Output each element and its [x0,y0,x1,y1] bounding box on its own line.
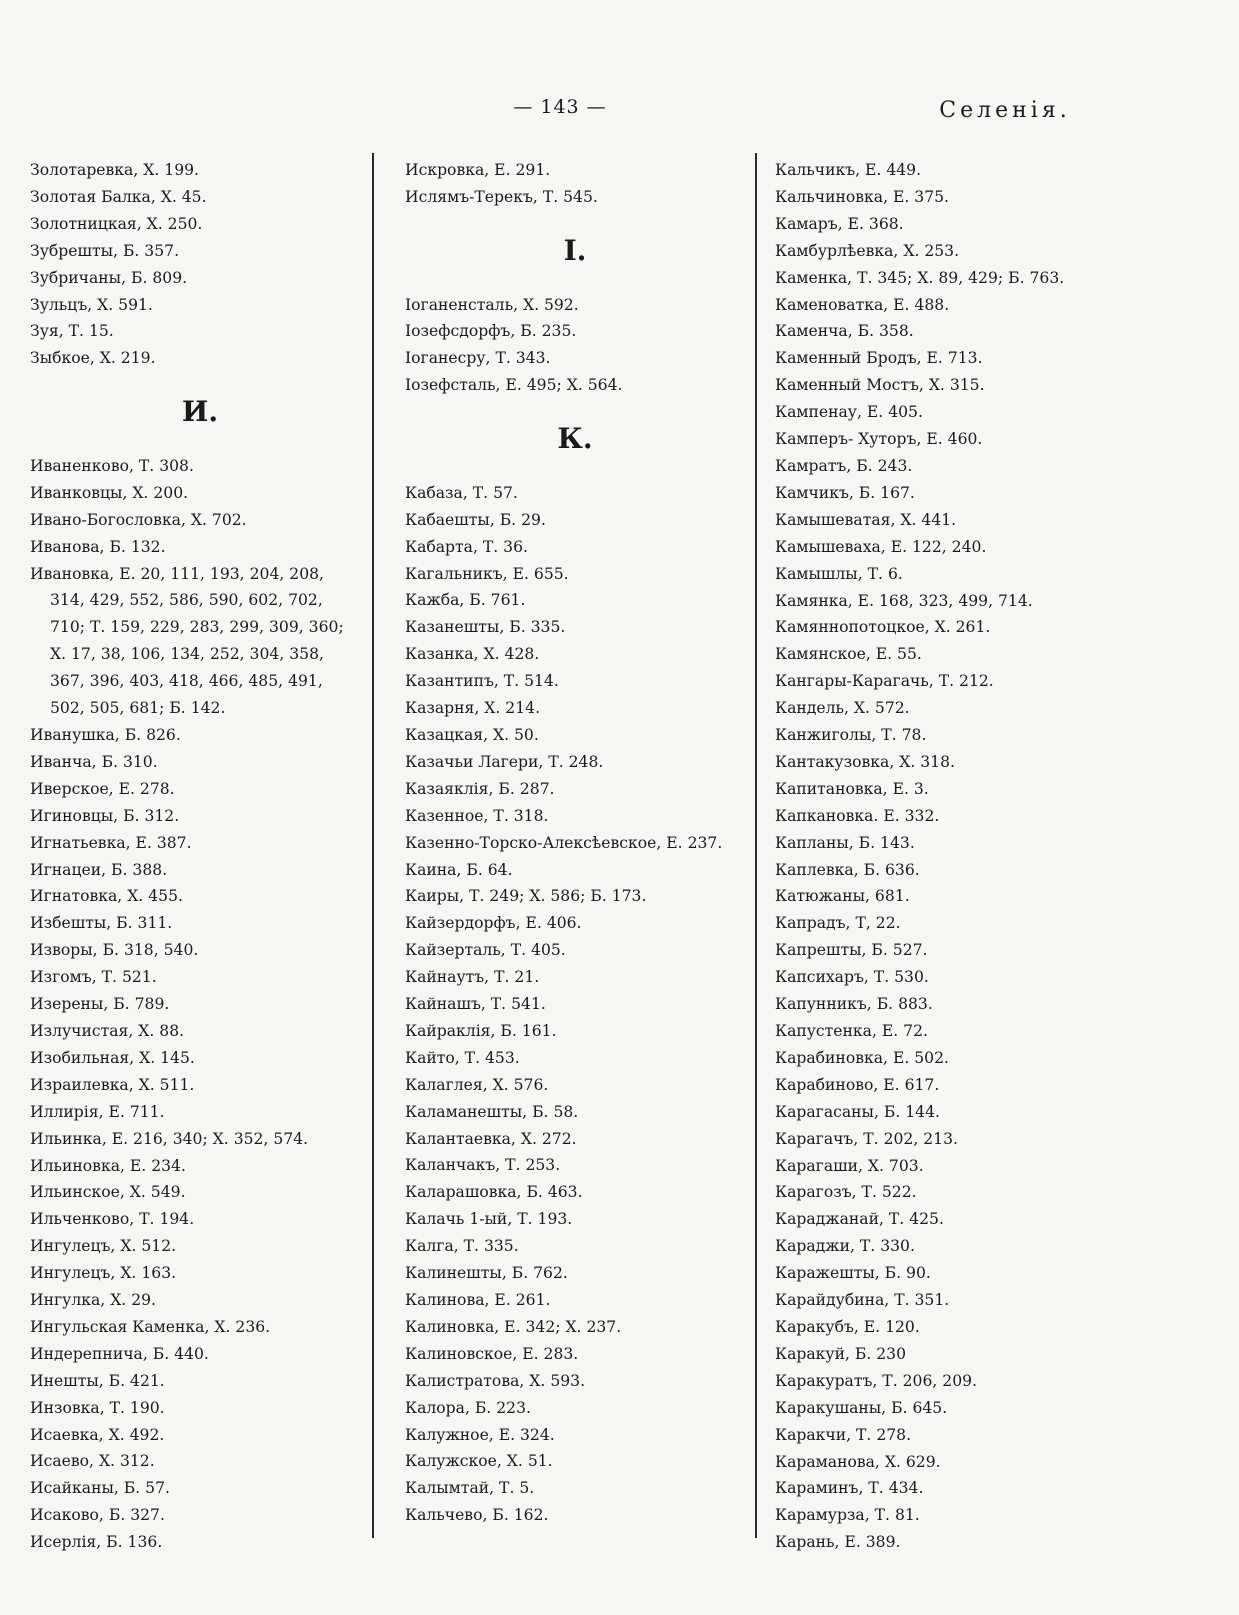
index-entry: Камышлы, Т. 6. [775,564,903,583]
index-entry: Кальчиновка, Е. 375. [775,187,949,206]
index-entry: Карайдубина, Т. 351. [775,1291,950,1310]
index-entry: Караджанай, Т. 425. [775,1210,944,1229]
index-entry: Казарня, Х. 214. [405,699,541,718]
index-entry: Калиновка, Е. 342; Х. 237. [405,1317,622,1336]
section-title: Селенія. [939,98,1071,123]
index-entry: Ильинское, Х. 549. [30,1183,186,1202]
index-entry: Ильинка, Е. 216, 340; Х. 352, 574. [30,1129,309,1148]
index-entry: Казачьи Лагери, Т. 248. [405,752,604,771]
index-entry: Кайзерталь, Т. 405. [405,941,566,960]
index-entry: Золотая Балка, Х. 45. [30,187,207,206]
index-entry: Иванковцы, Х. 200. [30,483,189,502]
index-entry: Калужское, Х. 51. [405,1452,553,1471]
index-entry: Камышеваха, Е. 122, 240. [775,537,987,556]
index-entry: Каракуй, Б. 230 [775,1344,907,1363]
index-entry: Золотаревка, Х. 199. [30,161,200,179]
index-entry: Ивановка, Е. 20, 111, 193, 204, 208, [30,564,324,583]
index-entry: Каменоватка, Е. 488. [775,295,950,314]
index-entry: Ильченково, Т. 194. [30,1210,195,1229]
index-entry: Камяннопотоцкое, Х. 261. [775,618,991,637]
index-entry: Кайто, Т. 453. [405,1048,520,1067]
index-entry: Іоганенсталь, Х. 592. [405,295,579,314]
index-entry: Искровка, Е. 291. [405,161,551,179]
column-divider [755,153,757,1538]
index-entry: Карамурза, Т. 81. [775,1506,920,1525]
index-entry: Инешты, Б. 421. [30,1371,165,1390]
index-entry: Кайраклія, Б. 161. [405,1021,557,1040]
index-entry-continuation: 710; Т. 159, 229, 283, 299, 309, 360; [50,618,344,637]
index-entry: Кайнаутъ, Т. 21. [405,968,540,987]
index-entry: Каменка, Т. 345; Х. 89, 429; Б. 763. [775,268,1065,287]
index-entry: Іозефсдорфъ, Б. 235. [405,322,577,341]
index-entry: Ингулецъ, Х. 512. [30,1237,177,1256]
index-entry: Ингульская Каменка, Х. 236. [30,1317,271,1336]
index-entry: Карагачъ, Т. 202, 213. [775,1129,958,1148]
index-entry: Камперъ- Хуторъ, Е. 460. [775,430,983,449]
index-entry: Каменный Мостъ, Х. 315. [775,376,985,395]
index-entry: Казаяклія, Б. 287. [405,779,555,798]
index-entry: Иваненково, Т. 308. [30,456,194,475]
index-entry: Камянское, Е. 55. [775,645,922,664]
index-entry: Каланчакъ, Т. 253. [405,1156,561,1175]
index-entry: Исаевка, Х. 492. [30,1425,165,1444]
index-entry: Камянка, Е. 168, 323, 499, 714. [775,591,1033,610]
index-entry: Камратъ, Б. 243. [775,456,913,475]
index-entry: Калиновское, Е. 283. [405,1344,579,1363]
index-entry: Кабаешты, Б. 29. [405,510,546,529]
index-entry: Кажба, Б. 761. [405,591,526,610]
index-entry: Кальчикъ, Е. 449. [775,161,922,179]
index-entry: Калымтай, Т. 5. [405,1479,535,1498]
index-entry: Камышеватая, Х. 441. [775,510,957,529]
index-entry: Капустенка, Е. 72. [775,1022,928,1040]
index-entry: Караманова, Х. 629. [775,1452,941,1471]
index-entry: Капунникъ, Б. 883. [775,995,933,1014]
index-entry: Казацкая, Х. 50. [405,725,539,744]
index-entry: Калистратова, Х. 593. [405,1371,586,1390]
index-entry-continuation: Х. 17, 38, 106, 134, 252, 304, 358, [50,645,324,664]
index-entry: Калачь 1-ый, Т. 193. [405,1210,573,1229]
index-column-3 [775,157,1115,1556]
index-entry: Зубрешты, Б. 357. [30,241,180,260]
index-entry: Казенное, Т. 318. [405,806,549,825]
index-entry: Каракушаны, Б. 645. [775,1398,948,1417]
index-entry-continuation: 314, 429, 552, 586, 590, 602, 702, [50,591,323,610]
index-entry: Карагозъ, Т. 522. [775,1183,917,1202]
index-entry: Капсихаръ, Т. 530. [775,968,929,987]
index-entry: Карагасаны, Б. 144. [775,1102,940,1121]
index-entry: Каменный Бродъ, Е. 713. [775,349,983,368]
letter-heading: І. [563,233,587,267]
index-entry: Камбурлѣевка, Х. 253. [775,241,960,260]
index-entry: Каламанешты, Б. 58. [405,1102,579,1121]
index-entry: Каина, Б. 64. [405,860,513,879]
index-entry: Кагальникъ, Е. 655. [405,564,569,583]
letter-heading: К. [557,422,593,456]
index-entry: Избешты, Б. 311. [30,914,173,933]
page-number: — 143 — [513,96,607,118]
index-entry: Іоганесру, Т. 343. [405,349,551,368]
index-entry: Каменча, Б. 358. [775,322,914,341]
index-entry: Излучистая, Х. 88. [30,1021,185,1040]
index-entry: Кандель, Х. 572. [775,699,910,718]
index-entry: Камчикъ, Б. 167. [775,483,915,502]
index-entry: Карабиново, Е. 617. [775,1075,940,1094]
column-divider [372,153,374,1538]
index-entry: Израилевка, Х. 511. [30,1075,195,1094]
index-column-1 [30,157,370,1556]
index-entry: Каражешты, Б. 90. [775,1264,931,1283]
index-entry: Ильиновка, Е. 234. [30,1156,186,1175]
index-entry: Каплевка, Б. 636. [775,860,920,879]
index-entry: Караминъ, Т. 434. [775,1479,924,1498]
index-entry: Капитановка, Е. 3. [775,779,929,798]
index-entry: Ислямъ-Терекъ, Т. 545. [405,187,598,206]
index-entry: Игнатьевка, Е. 387. [30,833,192,852]
index-entry: Калинешты, Б. 762. [405,1264,568,1283]
index-entry: Каларашовка, Б. 463. [405,1183,583,1202]
index-entry: Каракчи, Т. 278. [775,1425,912,1444]
index-entry: Зубричаны, Б. 809. [30,268,188,287]
index-entry: Иверское, Е. 278. [30,779,175,798]
index-entry: Исаково, Б. 327. [30,1506,165,1525]
index-entry: Казантипъ, Т. 514. [405,672,559,691]
index-entry: Игиновцы, Б. 312. [30,806,180,825]
index-entry: Кабаза, Т. 57. [405,483,518,502]
letter-heading: И. [181,395,219,429]
index-entry-continuation: 367, 396, 403, 418, 466, 485, 491, [50,672,323,691]
index-entry: Кабарта, Т. 36. [405,537,528,556]
index-entry: Ингулка, Х. 29. [30,1291,157,1310]
index-entry: Канжиголы, Т. 78. [775,726,927,745]
index-entry: Изворы, Б. 318, 540. [30,941,199,960]
index-entry: Калужное, Е. 324. [405,1425,555,1444]
index-entry: Казенно-Торско-Алексѣевское, Е. 237. [405,833,723,852]
index-entry: Кампенау, Е. 405. [775,403,923,422]
index-entry: Исаево, Х. 312. [30,1452,155,1471]
index-entry: Кайнашъ, Т. 541. [405,995,546,1014]
index-entry: Каракубъ, Е. 120. [775,1317,920,1336]
index-entry: Каиры, Т. 249; Х. 586; Б. 173. [405,887,647,906]
index-entry: Изобильная, Х. 145. [30,1048,195,1067]
index-entry: Индерепнича, Б. 440. [30,1344,209,1363]
index-entry: Иллирія, Е. 711. [30,1102,165,1121]
index-entry: Капкановка. Е. 332. [775,806,940,825]
index-entry: Изерены, Б. 789. [30,995,170,1014]
index-entry: Зуя, Т. 15. [30,322,114,341]
index-column-2 [405,157,745,1529]
index-entry: Исайканы, Б. 57. [30,1479,170,1498]
index-entry: Катюжаны, 681. [775,887,910,906]
index-entry: Каракуратъ, Т. 206, 209. [775,1371,978,1390]
index-entry: Калаглея, Х. 576. [405,1075,549,1094]
index-entry: Кайзердорфъ, Е. 406. [405,914,582,933]
index-entry: Инзовка, Т. 190. [30,1398,165,1417]
index-entry: Калантаевка, Х. 272. [405,1129,577,1148]
index-entry: Казанешты, Б. 335. [405,618,566,637]
index-entry: Калга, Т. 335. [405,1237,519,1256]
index-entry: Камаръ, Е. 368. [775,214,904,233]
index-entry: Караджи, Т. 330. [775,1237,915,1256]
index-entry: Игнатовка, Х. 455. [30,887,183,906]
index-entry: Карагаши, Х. 703. [775,1156,924,1175]
index-entry: Кангары-Карагачь, Т. 212. [775,672,994,691]
index-entry: Калинова, Е. 261. [405,1291,551,1309]
index-entry: Зыбкое, Х. 219. [30,349,156,368]
index-entry: Иванча, Б. 310. [30,752,158,771]
index-entry: Капланы, Б. 143. [775,833,915,852]
index-entry: Карабиновка, Е. 502. [775,1048,949,1067]
index-entry: Изгомъ, Т. 521. [30,968,157,987]
index-entry: Кальчево, Б. 162. [405,1506,549,1525]
index-entry-continuation: 502, 505, 681; Б. 142. [50,699,226,718]
index-entry: Иванушка, Б. 826. [30,726,181,744]
index-entry: Іозефсталь, Е. 495; Х. 564. [405,376,623,395]
index-entry: Зульцъ, Х. 591. [30,295,153,314]
index-entry: Игнацеи, Б. 388. [30,860,168,879]
index-entry: Исерлія, Б. 136. [30,1533,163,1552]
index-entry: Ивано-Богословка, Х. 702. [30,510,247,529]
index-entry: Казанка, Х. 428. [405,645,540,664]
index-entry: Карань, Е. 389. [775,1533,901,1552]
index-entry: Золотницкая, Х. 250. [30,214,203,233]
index-entry: Иванова, Б. 132. [30,537,166,556]
index-entry: Калора, Б. 223. [405,1398,531,1417]
index-entry: Капрешты, Б. 527. [775,941,928,960]
index-entry: Капрадъ, Т, 22. [775,914,901,933]
index-entry: Ингулецъ, Х. 163. [30,1264,177,1283]
index-entry: Кантакузовка, Х. 318. [775,752,955,771]
